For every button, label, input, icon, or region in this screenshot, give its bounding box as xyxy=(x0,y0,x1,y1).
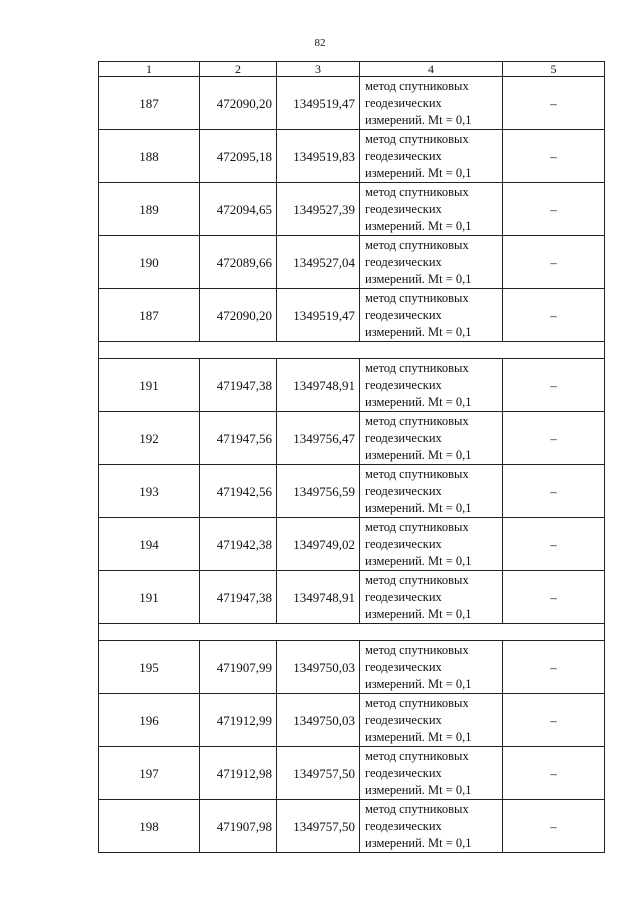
x-coordinate-cell: 471912,99 xyxy=(200,694,277,747)
y-coordinate-cell: 1349757,50 xyxy=(277,747,360,800)
y-coordinate-cell: 1349757,50 xyxy=(277,800,360,853)
note-cell: – xyxy=(503,518,605,571)
method-cell: метод спутниковых геодезических измерений. Mt = 0,1 xyxy=(360,77,503,130)
point-number-cell: 195 xyxy=(99,641,200,694)
table-row xyxy=(99,641,605,694)
method-cell: метод спутниковых геодезических измерений. Mt = 0,1 xyxy=(360,412,503,465)
x-coordinate-cell: 471947,38 xyxy=(200,359,277,412)
y-coordinate-cell: 1349749,02 xyxy=(277,518,360,571)
table-row xyxy=(99,747,605,800)
method-cell: метод спутниковых геодезических измерений. Mt = 0,1 xyxy=(360,747,503,800)
method-cell: метод спутниковых геодезических измерений. Mt = 0,1 xyxy=(360,518,503,571)
column-header-5: 5 xyxy=(503,62,605,77)
y-coordinate-cell: 1349750,03 xyxy=(277,641,360,694)
y-coordinate-cell: 1349519,47 xyxy=(277,77,360,130)
table-row xyxy=(99,694,605,747)
table-row xyxy=(99,289,605,342)
note-cell: – xyxy=(503,183,605,236)
column-header-2: 2 xyxy=(200,62,277,77)
point-number-cell: 187 xyxy=(99,77,200,130)
table-row xyxy=(99,130,605,183)
y-coordinate-cell: 1349748,91 xyxy=(277,571,360,624)
x-coordinate-cell: 472089,66 xyxy=(200,236,277,289)
x-coordinate-cell: 471947,56 xyxy=(200,412,277,465)
method-cell: метод спутниковых геодезических измерений. Mt = 0,1 xyxy=(360,641,503,694)
table-row xyxy=(99,518,605,571)
x-coordinate-cell: 471907,99 xyxy=(200,641,277,694)
point-number-cell: 196 xyxy=(99,694,200,747)
method-cell: метод спутниковых геодезических измерений. Mt = 0,1 xyxy=(360,130,503,183)
x-coordinate-cell: 472095,18 xyxy=(200,130,277,183)
x-coordinate-cell: 471942,38 xyxy=(200,518,277,571)
table-row xyxy=(99,412,605,465)
note-cell: – xyxy=(503,130,605,183)
table-row xyxy=(99,359,605,412)
page-number: 82 xyxy=(314,37,326,49)
x-coordinate-cell: 471942,56 xyxy=(200,465,277,518)
table-row xyxy=(99,800,605,853)
note-cell: – xyxy=(503,800,605,853)
method-cell: метод спутниковых геодезических измерений. Mt = 0,1 xyxy=(360,800,503,853)
y-coordinate-cell: 1349527,04 xyxy=(277,236,360,289)
y-coordinate-cell: 1349748,91 xyxy=(277,359,360,412)
note-cell: – xyxy=(503,412,605,465)
point-number-cell: 193 xyxy=(99,465,200,518)
table-row xyxy=(99,77,605,130)
note-cell: – xyxy=(503,694,605,747)
note-cell: – xyxy=(503,571,605,624)
column-header-1: 1 xyxy=(99,62,200,77)
point-number-cell: 191 xyxy=(99,571,200,624)
point-number-cell: 198 xyxy=(99,800,200,853)
table-row xyxy=(99,183,605,236)
x-coordinate-cell: 472094,65 xyxy=(200,183,277,236)
y-coordinate-cell: 1349750,03 xyxy=(277,694,360,747)
method-cell: метод спутниковых геодезических измерений. Mt = 0,1 xyxy=(360,694,503,747)
method-cell: метод спутниковых геодезических измерений. Mt = 0,1 xyxy=(360,571,503,624)
note-cell: – xyxy=(503,77,605,130)
method-cell: метод спутниковых геодезических измерений. Mt = 0,1 xyxy=(360,289,503,342)
y-coordinate-cell: 1349519,47 xyxy=(277,289,360,342)
method-cell: метод спутниковых геодезических измерений. Mt = 0,1 xyxy=(360,465,503,518)
y-coordinate-cell: 1349527,39 xyxy=(277,183,360,236)
x-coordinate-cell: 472090,20 xyxy=(200,289,277,342)
point-number-cell: 192 xyxy=(99,412,200,465)
column-header-3: 3 xyxy=(277,62,360,77)
point-number-cell: 187 xyxy=(99,289,200,342)
table-row xyxy=(99,465,605,518)
x-coordinate-cell: 471907,98 xyxy=(200,800,277,853)
x-coordinate-cell: 472090,20 xyxy=(200,77,277,130)
table-header-row xyxy=(99,62,605,77)
point-number-cell: 197 xyxy=(99,747,200,800)
y-coordinate-cell: 1349519,83 xyxy=(277,130,360,183)
method-cell: метод спутниковых геодезических измерений. Mt = 0,1 xyxy=(360,183,503,236)
note-cell: – xyxy=(503,747,605,800)
note-cell: – xyxy=(503,236,605,289)
note-cell: – xyxy=(503,289,605,342)
point-number-cell: 194 xyxy=(99,518,200,571)
point-number-cell: 189 xyxy=(99,183,200,236)
note-cell: – xyxy=(503,641,605,694)
separator-cell xyxy=(99,624,605,641)
separator-row xyxy=(99,624,605,641)
y-coordinate-cell: 1349756,47 xyxy=(277,412,360,465)
y-coordinate-cell: 1349756,59 xyxy=(277,465,360,518)
table-body xyxy=(99,62,605,853)
column-header-4: 4 xyxy=(360,62,503,77)
separator-row xyxy=(99,342,605,359)
table-row xyxy=(99,236,605,289)
x-coordinate-cell: 471947,38 xyxy=(200,571,277,624)
point-number-cell: 188 xyxy=(99,130,200,183)
table-row xyxy=(99,571,605,624)
method-cell: метод спутниковых геодезических измерений. Mt = 0,1 xyxy=(360,236,503,289)
x-coordinate-cell: 471912,98 xyxy=(200,747,277,800)
method-cell: метод спутниковых геодезических измерений. Mt = 0,1 xyxy=(360,359,503,412)
note-cell: – xyxy=(503,465,605,518)
point-number-cell: 190 xyxy=(99,236,200,289)
coordinates-table xyxy=(98,61,605,853)
separator-cell xyxy=(99,342,605,359)
note-cell: – xyxy=(503,359,605,412)
point-number-cell: 191 xyxy=(99,359,200,412)
